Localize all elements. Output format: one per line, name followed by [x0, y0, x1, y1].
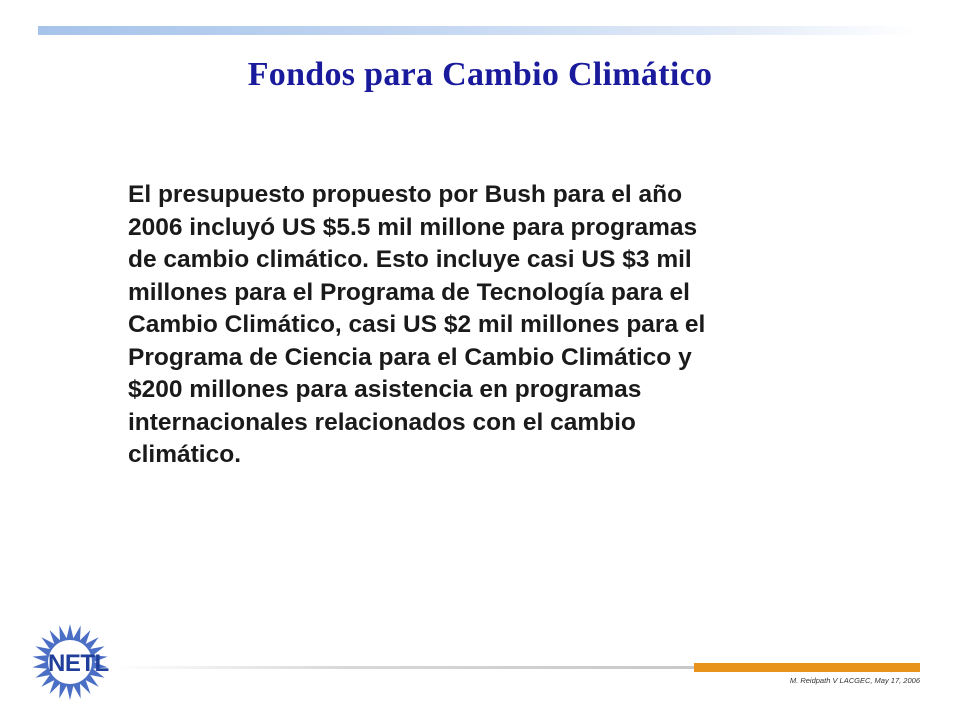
footer-accent-bar: [694, 663, 920, 672]
logo-text: NETL: [48, 650, 109, 677]
footer-credit: M. Reidpath V LACGEC, May 17, 2006: [789, 676, 920, 685]
slide-body-text: El presupuesto propuesto por Bush para el año 2006 incluyó US $5.5 mil millone para programas de cambio climático. Esto incluye casi US $3 mil millones para el Programa de Tecnología para el Cambio Climático, casi US $2 mil millones para el Programa de Ciencia para el Cambio Climático y $200 millones para asistencia en programas internacionales relacionados con el cambio climático.: [128, 181, 706, 468]
top-decorative-bar: [38, 26, 918, 35]
netl-logo: [26, 622, 122, 702]
footer-divider-line: [112, 666, 694, 669]
slide-title: Fondos para Cambio Climático: [247, 56, 713, 93]
